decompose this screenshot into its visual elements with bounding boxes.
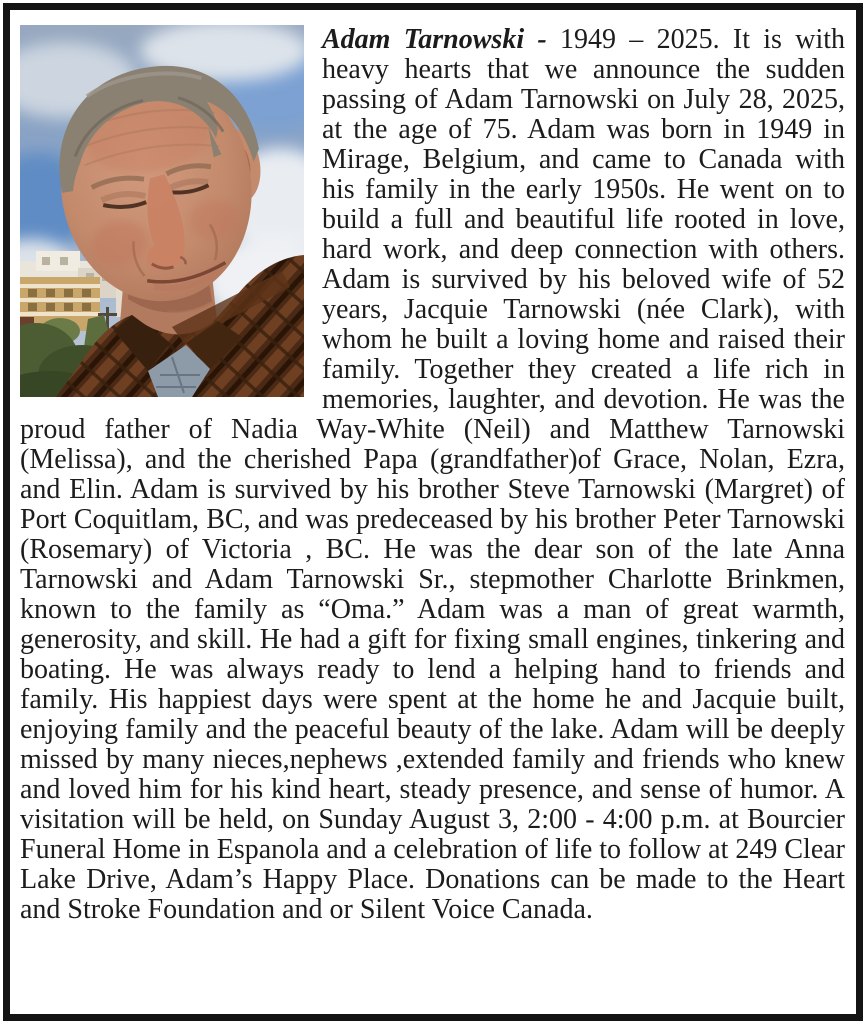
portrait-illustration: [20, 25, 304, 397]
obituary-frame: [3, 3, 863, 1021]
deceased-name: Adam Tarnowski -: [322, 24, 547, 55]
obituary-body: 1949 – 2025. It is with heavy hearts that we announce the sudden passing of Adam Tarnowski on July 28, 2025, at the age of 75. Adam was born in 1949 in Mirage, Belgium, and came to Canada with his family in the early 1950s. He went on to build a full and beautiful life rooted in love, hard work, and deep connection with others. Adam is survived by his beloved wife of 52 years, Jacquie Tarnowski (née Clark), with whom he built a loving home and raised their family. Together they created a life rich in memories, laughter, and devotion. He was the proud father of Nadia Way-White (Neil) and Matthew Tarnowski (Melissa), and the cherished Papa (grandfather)of Grace, Nolan, Ezra, and Elin. Adam is survived by his brother Steve Tarnowski (Margret) of Port Coquitlam, BC, and was predeceased by his brother Peter Tarnowski (Rosemary) of Victoria , BC. He was the dear son of the late Anna Tarnowski and Adam Tarnowski Sr., stepmother Charlotte Brinkmen, known to the family as “Oma.” Adam was a man of great warmth, generosity, and skill. He had a gift for fixing small engines, tinkering and boating. He was always ready to lend a helping hand to friends and family. His happiest days were spent at the home he and Jacquie built, enjoying family and the peaceful beauty of the lake. Adam will be deeply missed by many nieces,nephews ,extended family and friends who knew and loved him for his kind heart, steady presence, and sense of humor. A visitation will be held, on Sunday August 3, 2:00 - 4:00 p.m. at Bourcier Funeral Home in Espanola and a celebration of life to follow at 249 Clear Lake Drive, Adam’s Happy Place. Donations can be made to the Heart and Stroke Foundation and or Silent Voice Canada.: [20, 24, 846, 925]
portrait-photo: [20, 25, 304, 397]
